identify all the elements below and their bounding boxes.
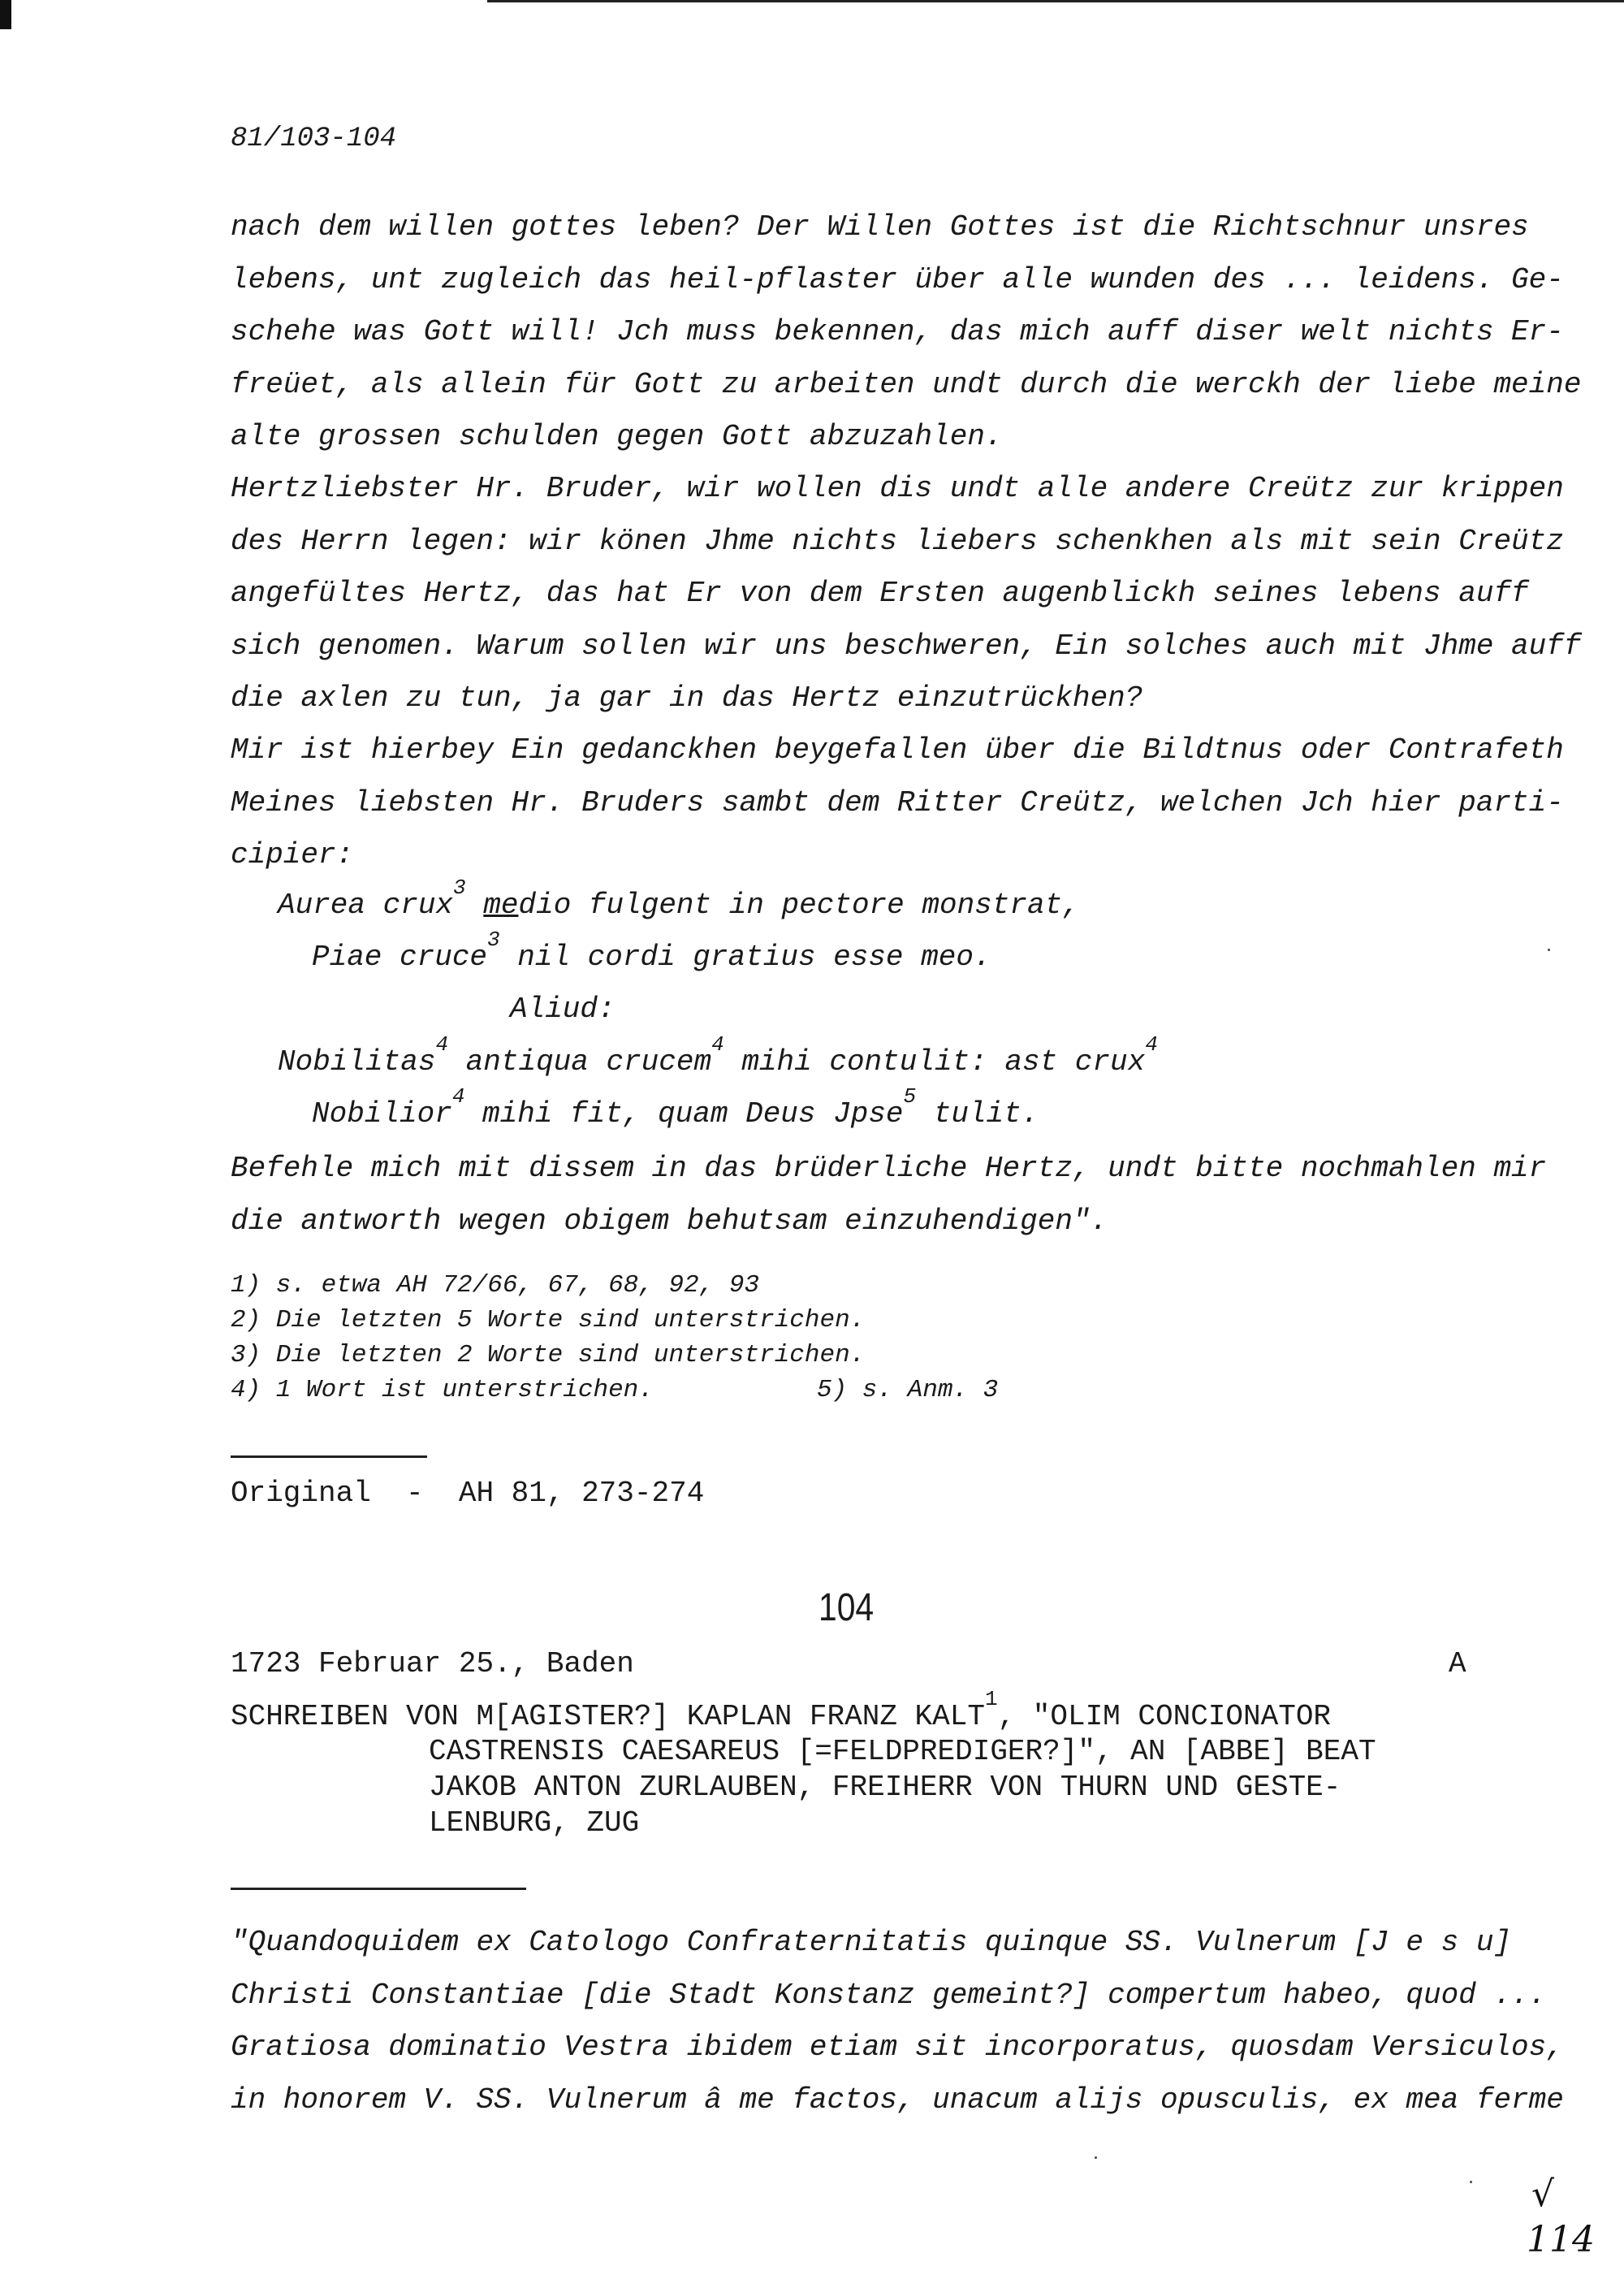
text-line: cipier: [231, 838, 354, 872]
handwritten-checkmark: √ [1531, 2173, 1555, 2215]
classification-letter: A [1449, 1647, 1466, 1680]
text-line: die axlen zu tun, ja gar in das Hertz einzutrückhen? [231, 681, 1143, 715]
footnote-1: 1) s. etwa AH 72/66, 67, 68, 92, 93 [231, 1271, 760, 1300]
verse-line-4: Nobilior$^4$ mihi fit, quam Deus Jpse$^5$ tulit. [312, 1084, 1039, 1131]
text-line: lebens, unt zugleich das heil-pflaster über alle wunden des ... leidens. Ge- [231, 262, 1564, 296]
text-line: Gratiosa dominatio Vestra ibidem etiam sit incorporatus, quosdam Versiculos, [231, 2031, 1564, 2064]
paragraph-2 [231, 463, 1582, 725]
text-line: Mir ist hierbey Ein gedanckhen beygefallen über die Bildtnus oder Contrafeth [231, 733, 1564, 767]
paragraph-3 [231, 724, 1564, 882]
text-line: "Quandoquidem ex Catologo Confraternitatis quinque SS. Vulnerum [J e s u] [231, 1926, 1512, 1959]
text-line: sich genomen. Warum sollen wir uns beschweren, Ein solches auch mit Jhme auff [231, 629, 1582, 663]
footnote-marker: 4 [711, 1032, 724, 1057]
original-source: Original - AH 81, 273-274 [231, 1477, 705, 1510]
footnote-5: 5) s. Anm. 3 [817, 1376, 999, 1404]
footnote-3: 3) Die letzten 2 Worte sind unterstrichen. [231, 1341, 866, 1369]
verse-aliud: Aliud: [510, 993, 615, 1026]
heading-line-1: SCHREIBEN VON M[AGISTER?] KAPLAN FRANZ KALT$^1$, "OLIM CONCIONATOR [231, 1687, 1332, 1733]
text-line: Christi Constantiae [die Stadt Konstanz gemeint?] compertum habeo, quod ... [231, 1978, 1547, 2012]
footnote-marker: 4 [435, 1032, 449, 1057]
handwritten-page-number: 114 [1527, 2219, 1595, 2260]
closing-paragraph [231, 1143, 1547, 1248]
text-line: freüet, als allein für Gott zu arbeiten undt durch die werckh der liebe meine [231, 367, 1582, 401]
text-line: Meines liebsten Hr. Bruders sambt dem Ritter Creütz, welchen Jch hier parti- [231, 785, 1564, 820]
scan-speck [1548, 949, 1550, 951]
footnote-2: 2) Die letzten 5 Worte sind unterstrichen. [231, 1306, 866, 1334]
verse-line-2: Piae cruce$^3$ nil cordi gratius esse meo. [312, 928, 991, 974]
text-line: Hertzliebster Hr. Bruder, wir wollen dis undt alle andere Creütz zur krippen [231, 472, 1564, 505]
separator-rule [231, 1455, 427, 1458]
footnote-4: 4) 1 Wort ist unterstrichen. [231, 1376, 654, 1404]
scan-speck [1470, 2181, 1472, 2183]
separator-rule [231, 1888, 526, 1890]
paragraph-1 [231, 201, 1582, 464]
footnote-marker: 4 [451, 1084, 465, 1109]
verse-line-1: Aurea crux$^3$ medio fulgent in pectore monstrat, [278, 876, 1080, 922]
text-line: schehe was Gott will! Jch muss bekennen, das mich auff diser welt nichts Er- [231, 315, 1564, 348]
document-number: 104 [818, 1586, 875, 1629]
text-line: in honorem V. SS. Vulnerum â me factos, unacum alijs opusculis, ex mea ferme [231, 2083, 1564, 2117]
text-line: die antworth wegen obigem behutsam einzuhendigen". [231, 1204, 1108, 1238]
date-place: 1723 Februar 25., Baden [231, 1647, 634, 1680]
latin-quote [231, 1917, 1564, 2126]
footnote-marker: 1 [984, 1687, 998, 1711]
footnote-marker: 3 [453, 876, 466, 900]
text-line: Befehle mich mit dissem in das brüderliche Hertz, undt bitte nochmahlen mir [231, 1152, 1547, 1185]
text-line: nach dem willen gottes leben? Der Willen Gottes ist die Richtschnur unsres [231, 210, 1529, 244]
footnote-marker: 3 [487, 928, 500, 952]
text-line: alte grossen schulden gegen Gott abzuzahlen. [231, 420, 1003, 453]
footnote-marker: 5 [903, 1084, 917, 1109]
text-line: angefültes Hertz, das hat Er von dem Ersten augenblickh seines lebens auff [231, 577, 1529, 610]
heading-line-3: JAKOB ANTON ZURLAUBEN, FREIHERR VON THURN UND GESTE- [429, 1771, 1341, 1804]
page-reference: 81/103-104 [231, 123, 397, 154]
heading-line-2: CASTRENSIS CAESAREUS [=FELDPREDIGER?]", AN [ABBE] BEAT [429, 1735, 1376, 1768]
scan-speck [1095, 2156, 1097, 2159]
top-border-line [487, 0, 1624, 2]
verse-line-3: Nobilitas$^4$ antiqua crucem$^4$ mihi contulit: ast crux$^4$ [278, 1032, 1158, 1079]
heading-line-4: LENBURG, ZUG [429, 1806, 640, 1840]
text-line: des Herrn legen: wir könen Jhme nichts liebers schenkhen als mit sein Creütz [231, 524, 1564, 558]
scan-edge-mark [0, 0, 11, 29]
footnote-marker: 4 [1145, 1032, 1158, 1057]
underlined-text: me [483, 889, 519, 922]
